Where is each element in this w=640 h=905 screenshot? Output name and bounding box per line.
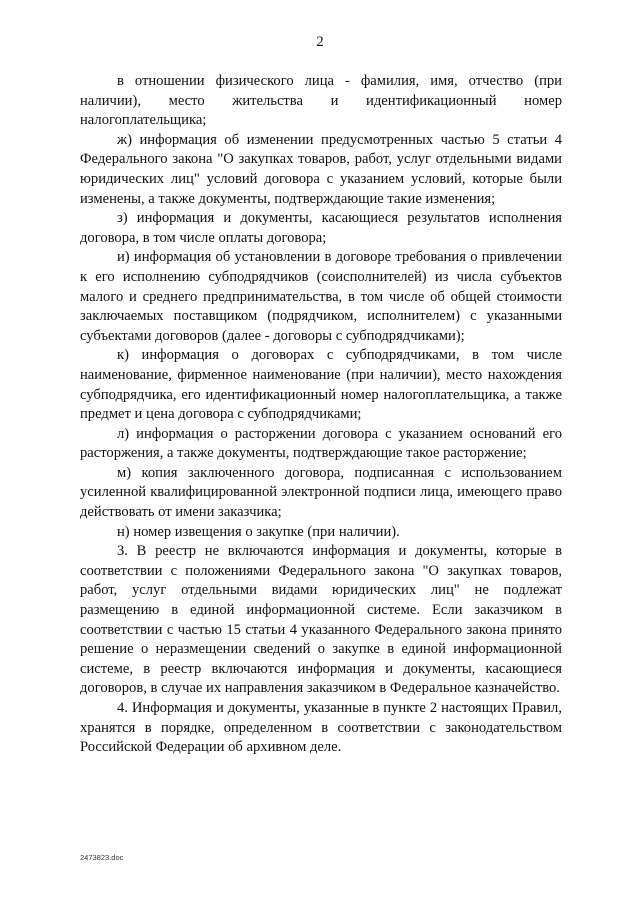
paragraph-zh-contract-changes: ж) информация об изменении предусмотренных частью 5 статьи 4 Федерального закона "О закупках товаров, работ, услуг отдельными видами юридических лиц" условий договора с указанием условий, которые были изменены, а также документы, подтверждающие такие изменения;: [80, 131, 562, 207]
paragraph-4-storage: 4. Информация и документы, указанные в пункте 2 настоящих Правил, хранятся в порядке, определенном в соответствии с законодательством Российской Федерации об архивном деле.: [80, 700, 562, 756]
document-body: [80, 72, 562, 758]
paragraph-i-subcontractor-requirement: и) информация об установлении в договоре требования о привлечении к его исполнению субподрядчиков (соисполнителей) из числа субъектов малого и среднего предпринимательства, в том числе об общей стоимости заключаемых поставщиком (подрядчиком, исполнителем) с указанными субъектами договоров (далее - договоры с субподрядчиками);: [80, 249, 562, 344]
paragraph-m-contract-copy: м) копия заключенного договора, подписанная с использованием усиленной квалифицированной электронной подписи лица, имеющего право действовать от имени заказчика;: [80, 464, 562, 521]
page-number: 2: [316, 34, 324, 50]
paragraph-k-subcontractor-contracts: к) информация о договорах с субподрядчиками, в том числе наименование, фирменное наименование (при наличии), место нахождения субподрядчика, его идентификационный номер налогоплательщика, а также предмет и цена договора с субподрядчиками;: [80, 347, 562, 423]
paragraph-3-excluded-information: 3. В реестр не включаются информация и документы, которые в соответствии с положениями Федерального закона "О закупках товаров, работ, услуг отдельными видами юридических лиц" не подлежат размещению в единой информационной системе. Если заказчиком в соответствии с частью 15 статьи 4 указанного Федерального закона принято решение о неразмещении сведений о закупке в единой информационной системе, в реестр включаются информация и документы, касающиеся договоров, в случае их направления заказчиком в Федеральное казначейство.: [80, 543, 562, 697]
document-filename: 2473823.doc: [80, 853, 124, 862]
paragraph-n-notice-number: н) номер извещения о закупке (при наличии).: [117, 523, 400, 540]
paragraph-individual-details: в отношении физического лица - фамилия, имя, отчество (при наличии), место жительства и идентификационный номер налогоплательщика;: [80, 73, 562, 129]
paragraph-l-contract-termination: л) информация о расторжении договора с указанием оснований его расторжения, а также документы, подтверждающие такое расторжение;: [80, 425, 562, 462]
paragraph-z-execution-results: з) информация и документы, касающиеся результатов исполнения договора, в том числе оплаты договора;: [80, 210, 562, 246]
